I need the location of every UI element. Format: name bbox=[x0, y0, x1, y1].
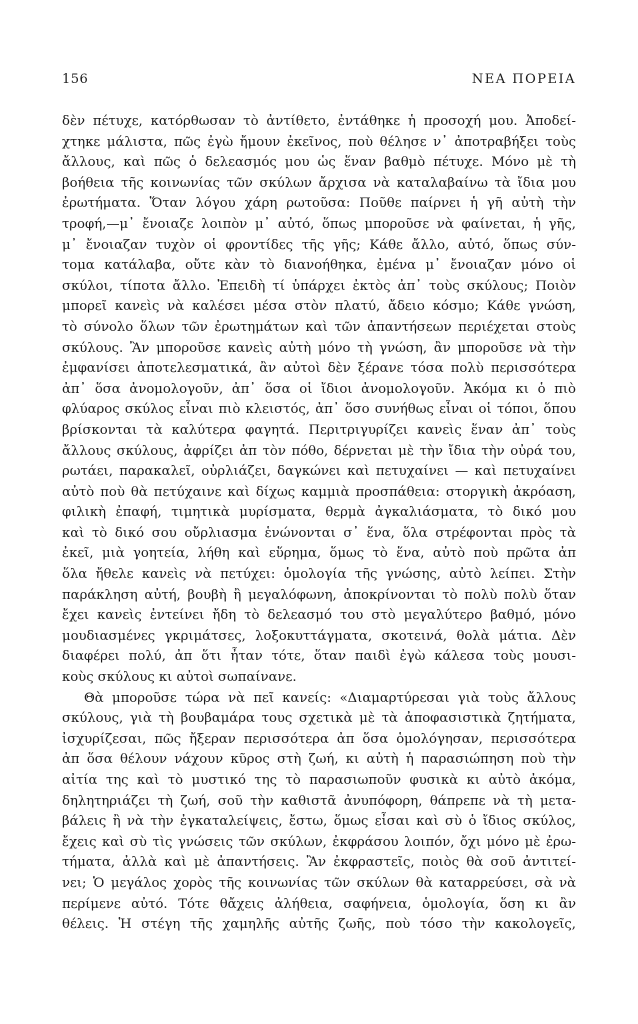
text-line: τήματα, ἀλλὰ καὶ μὲ ἀπαντήσεις. Ἂν ἐκφραστεῖς, ποιὸς θὰ σοῦ ἀντιτεί- bbox=[62, 855, 576, 871]
text-line: ἐμφανίσει ἀποτελεσματικά, ἂν αὐτοὶ δὲν ξέρανε τόσα πολὺ περισσότερα bbox=[62, 361, 576, 377]
text-line: βοήθεια τῆς κοινωνίας τῶν σκύλων ἄρχισα νὰ καταλαβαίνω τὰ ἴδια μου bbox=[62, 175, 576, 191]
text-line: τομα κατάλαβα, οὔτε κὰν τὸ διανοήθηκα, ἐμένα μ᾽ ἔνοιαζαν μόνο οἱ bbox=[62, 258, 576, 274]
text-line: κοὺς σκύλους κι αὐτοὶ σωπαίνανε. bbox=[62, 670, 297, 686]
text-line: διαφέρει πολύ, ἀπ ὅτι ἦταν τότε, ὅταν παιδὶ ἐγὼ κάλεσα τοὺς μουσι- bbox=[62, 649, 576, 665]
text-line: ἄλλους σκύλους, ἀφρίζει ἀπ τὸν πόθο, δέρνεται μὲ τὴν ἴδια τὴν οὐρά του, bbox=[62, 443, 576, 459]
text-line: μ᾽ ἔνοιαζαν τυχὸν οἱ φροντίδες τῆς γῆς; Κάθε ἄλλο, αὐτό, ὅπως σύν- bbox=[62, 237, 576, 253]
text-line: μπορεῖ κανεὶς νὰ καλέσει μέσα στὸν πλατύ, ἄδειο κόσμο; Κάθε γνώση, bbox=[62, 299, 576, 315]
paragraph-1 bbox=[62, 112, 576, 689]
text-line: δὲν πέτυχε, κατόρθωσαν τὸ ἀντίθετο, ἐντάθηκε ἡ προσοχή μου. Ἀποδεί- bbox=[62, 114, 576, 129]
text-line: σκύλους, γιὰ τὴ βουβαμάρα τους σχετικὰ μὲ τὰ ἀποφασιστικὰ ζητήματα, bbox=[62, 711, 576, 727]
text-line: χτηκε μάλιστα, πῶς ἐγὼ ἤμουν ἐκεῖνος, ποὺ θέλησε ν᾽ ἀποτραβήξει τοὺς bbox=[62, 134, 576, 150]
text-line: φιλικὴ ἐπαφή, τιμητικὰ μυρίσματα, θερμὰ ἀγκαλιάσματα, τὸ δικό μου bbox=[62, 505, 576, 521]
text-line: καὶ τὸ δικό σου οὔρλιασμα ἑνώνονται σ᾽ ἕνα, ὅλα στρέφονται πρὸς τὰ bbox=[62, 525, 576, 541]
text-line: θέλεις. Ἡ στέγη τῆς χαμηλῆς αὐτῆς ζωῆς, ποὺ τόσο τὴν κακολογεῖς, bbox=[62, 917, 576, 933]
running-head bbox=[62, 72, 576, 92]
text-line: περίμενε αὐτό. Τότε θἄχεις ἀλήθεια, σαφήνεια, ὁμολογία, ὅση κι ἂν bbox=[62, 896, 576, 912]
text-line: Θὰ μποροῦσε τώρα νὰ πεῖ κανείς: «Διαμαρτύρεσαι γιὰ τοὺς ἄλλους bbox=[84, 690, 576, 706]
text-line: ἔχει κανεὶς ἐντείνει ἤδη τὸ δελεασμό του στὸ μεγαλύτερο βαθμό, μόνο bbox=[62, 608, 576, 624]
text-line: δηλητηριάζει τὴ ζωή, σοῦ τὴν καθιστᾶ ἀνυπόφορη, θάπρεπε νὰ τὴ μετα- bbox=[62, 793, 576, 809]
text-line: ἀπ ὅσα θέλουν νάχουν κῦρος στὴ ζωή, κι αὐτὴ ἡ παρασιώπηση ποὺ τὴν bbox=[62, 752, 576, 768]
paragraph-2 bbox=[62, 689, 576, 936]
text-line: βρίσκονται τὰ καλύτερα φαγητά. Περιτριγυρίζει κανεὶς ἕναν ἀπ᾽ τοὺς bbox=[62, 422, 576, 438]
text-line: σκύλους. Ἂν μποροῦσε κανεὶς αὐτὴ μόνο τὴ γνώση, ἂν μποροῦσε νὰ τὴν bbox=[62, 340, 576, 356]
text-line: ἐκεῖ, μιὰ γοητεία, λήθη καὶ εὕρημα, ὅμως τὸ ἕνα, αὐτὸ ποὺ πρῶτα ἀπ bbox=[62, 546, 576, 562]
body-text bbox=[62, 112, 576, 936]
page-number: 156 bbox=[62, 72, 89, 87]
text-line: ἄλλους, καὶ πῶς ὁ δελεασμός μου ὡς ἕναν βαθμὸ πέτυχε. Μόνο μὲ τὴ bbox=[62, 155, 576, 171]
text-line: αὐτὸ ποὺ θὰ πετύχαινε καὶ δίχως καμμιὰ προσπάθεια: στοργικὴ ἀκρόαση, bbox=[62, 484, 576, 500]
text-line: ρωτάει, παρακαλεῖ, οὐρλιάζει, δαγκώνει καὶ πετυχαίνει — καὶ πετυχαίνει bbox=[62, 464, 576, 480]
text-line: ἔχεις καὶ σὺ τὶς γνώσεις τῶν σκύλων, ἐκφράσου λοιπόν, ὄχι μόνο μὲ ἐρω- bbox=[62, 834, 576, 850]
text-line: φλύαρος σκύλος εἶναι πιὸ κλειστός, ἀπ᾽ ὅσο συνήθως εἶναι οἱ τόποι, ὅπου bbox=[62, 402, 576, 418]
text-line: ἐρωτήματα. Ὅταν λόγου χάρη ρωτοῦσα: Ποῦθε παίρνει ἡ γῆ αὐτὴ τὴν bbox=[62, 196, 576, 212]
text-line: μουδιασμένες γκριμάτσες, λοξοκυττάγματα, σκοτεινά, θολὰ μάτια. Δὲν bbox=[62, 628, 576, 644]
journal-title: ΝΕΑ ΠΟΡΕΙΑ bbox=[471, 72, 576, 87]
text-line: ἰσχυρίζεσαι, πῶς ἤξεραν περισσότερα ἀπ ὅσα ὁμολόγησαν, περισσότερα bbox=[62, 731, 576, 747]
text-line: παράκληση αὐτή, βουβὴ ἢ μεγαλόφωνη, ἀποκρίνονται τὸ πολὺ πολὺ ὅταν bbox=[62, 587, 576, 603]
text-line: αἰτία της καὶ τὸ μυστικό της τὸ παρασιωποῦν φυσικὰ κι αὐτὸ ἀκόμα, bbox=[62, 773, 576, 788]
text-line: ἀπ᾽ ὅσα ἀνομολογοῦν, ἀπ᾽ ὅσα οἱ ἴδιοι ἀνομολογοῦν. Ἀκόμα κι ὁ πιὸ bbox=[62, 381, 576, 397]
text-line: βάλεις ἢ νὰ τὴν ἐγκαταλείψεις, ἔστω, ὅμως εἶσαι καὶ σὺ ὁ ἴδιος σκύλος, bbox=[62, 814, 576, 830]
text-line: ὅλα ἤθελε κανεὶς νὰ πετύχει: ὁμολογία τῆς γνώσης, αὐτὸ λείπει. Στὴν bbox=[62, 567, 576, 583]
text-line: τὸ σύνολο ὅλων τῶν ἐρωτημάτων καὶ τῶν ἀπαντήσεων περιέχεται στοὺς bbox=[62, 319, 576, 335]
text-line: νει; Ὁ μεγάλος χορὸς τῆς κοινωνίας τῶν σκύλων θὰ καταρρεύσει, σὰ νὰ bbox=[62, 875, 576, 891]
text-line: τροφή,—μ᾽ ἔνοιαζε λοιπὸν μ᾽ αὐτό, ὅπως μποροῦσε νὰ φαίνεται, ἡ γῆς, bbox=[62, 216, 576, 232]
text-line: σκύλοι, τίποτα ἄλλο. Ἐπειδὴ τί ὑπάρχει ἐκτὸς ἀπ᾽ τοὺς σκύλους; Ποιὸν bbox=[62, 278, 576, 294]
